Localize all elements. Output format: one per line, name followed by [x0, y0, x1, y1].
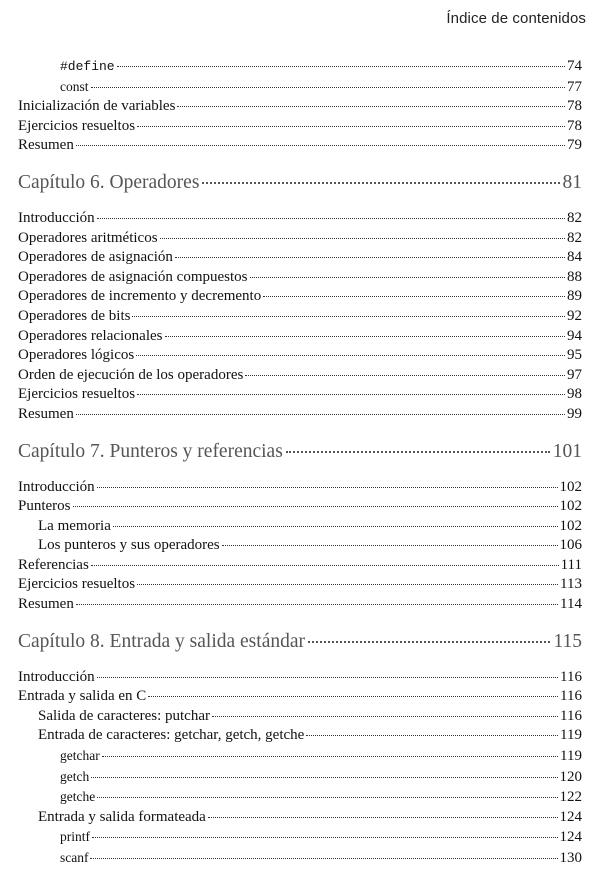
toc-entry-page: 102 — [559, 498, 582, 515]
dot-leader — [306, 735, 558, 736]
toc-entry-page: 82 — [567, 209, 582, 226]
toc-entry[interactable] — [18, 229, 582, 249]
toc-entry[interactable] — [18, 287, 582, 307]
toc-entry-page: 116 — [560, 707, 582, 724]
toc-entry-page: 113 — [560, 576, 582, 593]
toc-entry-page: 124 — [559, 829, 582, 846]
toc-entry[interactable] — [18, 668, 582, 688]
toc-entry-page: 122 — [559, 789, 582, 806]
toc-entry[interactable] — [18, 248, 582, 268]
dot-leader — [97, 797, 557, 798]
toc-entry-page: 97 — [567, 366, 582, 383]
toc-entry-page: 78 — [567, 117, 582, 134]
dot-leader — [117, 66, 565, 67]
toc-entry-page: 130 — [559, 850, 582, 866]
toc-entry[interactable] — [18, 746, 582, 767]
dot-leader — [308, 641, 550, 643]
toc-entry-title: #define — [60, 59, 115, 74]
toc-entry-title: Entrada de caracteres: getchar, getch, getche — [38, 727, 305, 744]
dot-leader — [136, 355, 565, 356]
toc-entry[interactable] — [18, 405, 582, 425]
chapter-page: 115 — [553, 630, 582, 652]
toc-entry-title: Operadores de asignación — [18, 249, 173, 266]
toc-entry-page: 89 — [567, 288, 582, 305]
toc-entry[interactable] — [18, 497, 582, 517]
toc-entry[interactable] — [18, 346, 582, 366]
toc-entry-title: Inicialización de variables — [18, 98, 176, 115]
toc-entry-title: Introducción — [18, 209, 95, 226]
dot-leader — [91, 565, 559, 566]
dot-leader — [250, 277, 565, 278]
toc-entry-title: Orden de ejecución de los operadores — [18, 366, 244, 383]
dot-leader — [202, 182, 559, 184]
toc-entry-page: 124 — [559, 808, 582, 825]
toc-entry-title: Operadores de bits — [18, 307, 131, 324]
toc-entry-resumen[interactable] — [18, 136, 582, 156]
toc-entry-page: 111 — [560, 556, 582, 573]
toc-entry-page: 114 — [560, 596, 582, 613]
table-of-contents — [18, 57, 582, 869]
toc-entry-title: Punteros — [18, 498, 71, 515]
dot-leader — [263, 296, 565, 297]
toc-entry-page: 78 — [567, 98, 582, 115]
toc-entry[interactable] — [18, 209, 582, 229]
chapter-page: 101 — [552, 440, 582, 462]
toc-entry[interactable] — [18, 687, 582, 707]
toc-entry-title: scanf — [60, 850, 89, 865]
toc-entry-title: Operadores de asignación compuestos — [18, 268, 248, 285]
toc-entry[interactable] — [18, 787, 582, 808]
toc-entry[interactable] — [18, 385, 582, 405]
toc-entry-title: Operadores lógicos — [18, 347, 135, 364]
toc-entry-title: Ejercicios resueltos — [18, 386, 136, 403]
toc-entry-title: Ejercicios resueltos — [18, 576, 136, 593]
dot-leader — [175, 257, 565, 258]
toc-entry-page: 102 — [559, 478, 582, 495]
toc-entry[interactable] — [18, 575, 582, 595]
toc-entry[interactable] — [18, 707, 582, 727]
chapter-heading-8[interactable] — [18, 630, 582, 654]
chapter-title: Capítulo 7. Punteros y referencias — [18, 440, 283, 462]
toc-entry-title: Salida de caracteres: putchar — [38, 707, 210, 724]
running-header: Índice de contenidos — [446, 10, 586, 27]
dot-leader — [92, 837, 558, 838]
toc-entry-title: Referencias — [18, 556, 89, 573]
toc-entry[interactable] — [18, 478, 582, 498]
dot-leader — [76, 414, 565, 415]
toc-entry-title: Entrada y salida formateada — [38, 808, 206, 825]
dot-leader — [132, 316, 565, 317]
toc-entry[interactable] — [18, 517, 582, 537]
toc-entry-title: printf — [60, 829, 90, 845]
toc-entry-page: 99 — [567, 405, 582, 422]
toc-entry-define[interactable] — [18, 57, 582, 77]
toc-entry-page: 79 — [567, 137, 582, 154]
dot-leader — [91, 87, 566, 88]
toc-entry-title: Operadores relacionales — [18, 327, 163, 344]
toc-entry-page: 98 — [567, 386, 582, 403]
dot-leader — [208, 817, 558, 818]
chapter-title: Capítulo 8. Entrada y salida estándar — [18, 630, 305, 652]
toc-entry-page: 119 — [560, 748, 582, 765]
toc-entry-page: 94 — [567, 327, 582, 344]
dot-leader — [165, 336, 565, 337]
toc-entry-title: Ejercicios resueltos — [18, 117, 136, 134]
toc-entry-title: Resumen — [18, 405, 74, 422]
dot-leader — [286, 451, 550, 453]
toc-entry-inicializacion[interactable] — [18, 97, 582, 117]
chapter-title: Capítulo 6. Operadores — [18, 171, 200, 193]
toc-entry[interactable] — [18, 848, 582, 869]
dot-leader — [245, 375, 565, 376]
toc-entry-page: 82 — [567, 229, 582, 246]
toc-entry-page: 106 — [559, 537, 582, 554]
toc-entry-title: Los punteros y sus operadores — [38, 537, 220, 554]
toc-entry[interactable] — [18, 556, 582, 576]
toc-entry-title: Operadores aritméticos — [18, 229, 158, 246]
dot-leader — [90, 858, 557, 859]
toc-entry[interactable] — [18, 767, 582, 788]
chapter-page: 81 — [562, 171, 582, 193]
toc-entry-title: getchar — [60, 748, 100, 764]
toc-entry-page: 77 — [567, 78, 582, 95]
toc-entry-page: 120 — [559, 768, 582, 785]
toc-entry-page: 74 — [567, 58, 582, 74]
dot-leader — [73, 506, 558, 507]
toc-entry-page: 88 — [567, 268, 582, 285]
toc-entry-title: La memoria — [38, 517, 111, 534]
dot-leader — [102, 756, 558, 757]
dot-leader — [177, 106, 565, 107]
dot-leader — [137, 394, 565, 395]
toc-entry[interactable] — [18, 808, 582, 828]
toc-entry-title: Introducción — [18, 668, 95, 685]
toc-entry-const[interactable] — [18, 77, 582, 98]
dot-leader — [160, 238, 565, 239]
toc-entry[interactable] — [18, 595, 582, 615]
toc-entry-title: Introducción — [18, 478, 95, 495]
toc-entry-title: Operadores de incremento y decremento — [18, 288, 262, 305]
toc-entry[interactable] — [18, 726, 582, 746]
toc-entry-page: 116 — [560, 688, 582, 705]
toc-entry-page: 116 — [560, 668, 582, 685]
toc-entry[interactable] — [18, 307, 582, 327]
dot-leader — [97, 487, 558, 488]
dot-leader — [212, 716, 558, 717]
dot-leader — [97, 218, 565, 219]
toc-entry-title: Resumen — [18, 137, 74, 154]
toc-entry-title: Entrada y salida en C — [18, 688, 147, 705]
dot-leader — [91, 777, 557, 778]
toc-entry-title: getch — [60, 768, 90, 784]
toc-entry[interactable] — [18, 327, 582, 347]
dot-leader — [148, 696, 558, 697]
toc-entry-title: const — [60, 78, 89, 94]
toc-entry[interactable] — [18, 366, 582, 386]
dot-leader — [76, 604, 558, 605]
toc-entry[interactable] — [18, 268, 582, 288]
toc-entry-page: 102 — [559, 517, 582, 534]
dot-leader — [137, 584, 558, 585]
toc-entry-page: 92 — [567, 307, 582, 324]
dot-leader — [76, 145, 565, 146]
chapter-heading-7[interactable] — [18, 440, 582, 464]
dot-leader — [113, 526, 558, 527]
dot-leader — [137, 126, 565, 127]
toc-entry[interactable] — [18, 536, 582, 556]
dot-leader — [97, 677, 558, 678]
toc-entry-page: 84 — [567, 249, 582, 266]
chapter-heading-6[interactable] — [18, 171, 582, 195]
toc-entry-ejercicios[interactable] — [18, 117, 582, 137]
toc-entry-page: 95 — [567, 347, 582, 364]
dot-leader — [222, 545, 558, 546]
toc-entry-title: getche — [60, 789, 96, 805]
toc-entry-title: Resumen — [18, 596, 74, 613]
toc-entry-page: 119 — [560, 727, 582, 744]
toc-entry[interactable] — [18, 827, 582, 848]
